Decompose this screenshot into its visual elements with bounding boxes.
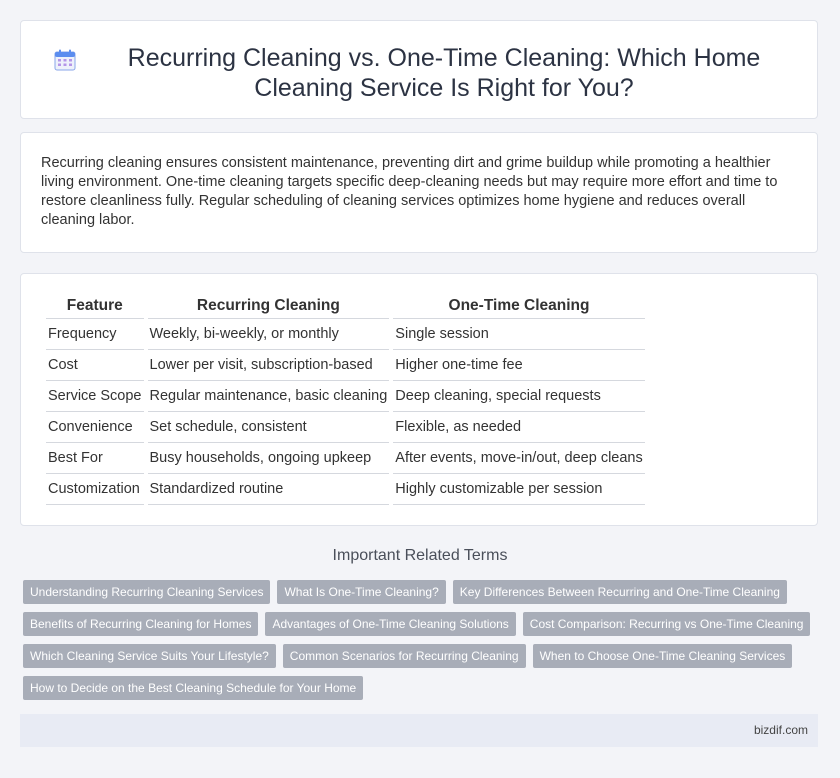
cell-one-time: Single session	[393, 319, 644, 350]
cell-one-time: Higher one-time fee	[393, 350, 644, 381]
footer	[20, 714, 818, 747]
cell-recurring: Lower per visit, subscription-based	[148, 350, 390, 381]
cell-feature: Service Scope	[46, 381, 144, 412]
table-row	[46, 381, 645, 412]
table-row	[46, 319, 645, 350]
comparison-table	[42, 296, 649, 505]
related-term-link[interactable]: What Is One-Time Cleaning?	[277, 580, 445, 604]
cell-one-time: Deep cleaning, special requests	[393, 381, 644, 412]
cell-recurring: Set schedule, consistent	[148, 412, 390, 443]
cell-recurring: Weekly, bi-weekly, or monthly	[148, 319, 390, 350]
cell-feature: Convenience	[46, 412, 144, 443]
related-term-link[interactable]: Which Cleaning Service Suits Your Lifestyle?	[23, 644, 276, 668]
cell-recurring: Standardized routine	[148, 474, 390, 505]
calendar-icon	[54, 49, 76, 71]
related-term-link[interactable]: Key Differences Between Recurring and One-Time Cleaning	[453, 580, 787, 604]
cell-feature: Frequency	[46, 319, 144, 350]
related-term-link[interactable]: Benefits of Recurring Cleaning for Homes	[23, 612, 258, 636]
related-terms-title: Important Related Terms	[332, 547, 508, 564]
cell-one-time: After events, move-in/out, deep cleans	[393, 443, 644, 474]
related-term-link[interactable]: Understanding Recurring Cleaning Services	[23, 580, 270, 604]
related-terms-list	[23, 580, 823, 700]
table-row	[46, 350, 645, 381]
table-header-row	[46, 296, 645, 319]
table-row	[46, 443, 645, 474]
related-term-link[interactable]: Advantages of One-Time Cleaning Solutions	[265, 612, 515, 636]
cell-feature: Best For	[46, 443, 144, 474]
table-row	[46, 474, 645, 505]
summary-text: Recurring cleaning ensures consistent maintenance, preventing dirt and grime buildup while promoting a healthier living environment. One-time cleaning targets specific deep-cleaning needs but may require more effort and time to restore cleanliness fully. Regular scheduling of cleaning services optimizes home hygiene and reduces overall cleaning labor.	[41, 155, 778, 228]
cell-feature: Customization	[46, 474, 144, 505]
title-card	[20, 20, 818, 119]
table-row	[46, 412, 645, 443]
comparison-table-card	[20, 273, 818, 526]
header-recurring: Recurring Cleaning	[148, 296, 390, 319]
related-term-link[interactable]: How to Decide on the Best Cleaning Schedule for Your Home	[23, 676, 363, 700]
related-term-link[interactable]: When to Choose One-Time Cleaning Services	[533, 644, 793, 668]
site-name[interactable]: bizdif.com	[753, 723, 808, 737]
cell-recurring: Busy households, ongoing upkeep	[148, 443, 390, 474]
header-one-time: One-Time Cleaning	[393, 296, 644, 319]
related-term-link[interactable]: Common Scenarios for Recurring Cleaning	[283, 644, 526, 668]
page-title: Recurring Cleaning vs. One-Time Cleaning: Which Home Cleaning Service Is Right for You?	[127, 44, 761, 102]
related-term-link[interactable]: Cost Comparison: Recurring vs One-Time Cleaning	[523, 612, 811, 636]
cell-feature: Cost	[46, 350, 144, 381]
summary-card	[20, 132, 818, 253]
header-feature: Feature	[46, 296, 144, 319]
cell-one-time: Flexible, as needed	[393, 412, 644, 443]
cell-recurring: Regular maintenance, basic cleaning	[148, 381, 390, 412]
cell-one-time: Highly customizable per session	[393, 474, 644, 505]
